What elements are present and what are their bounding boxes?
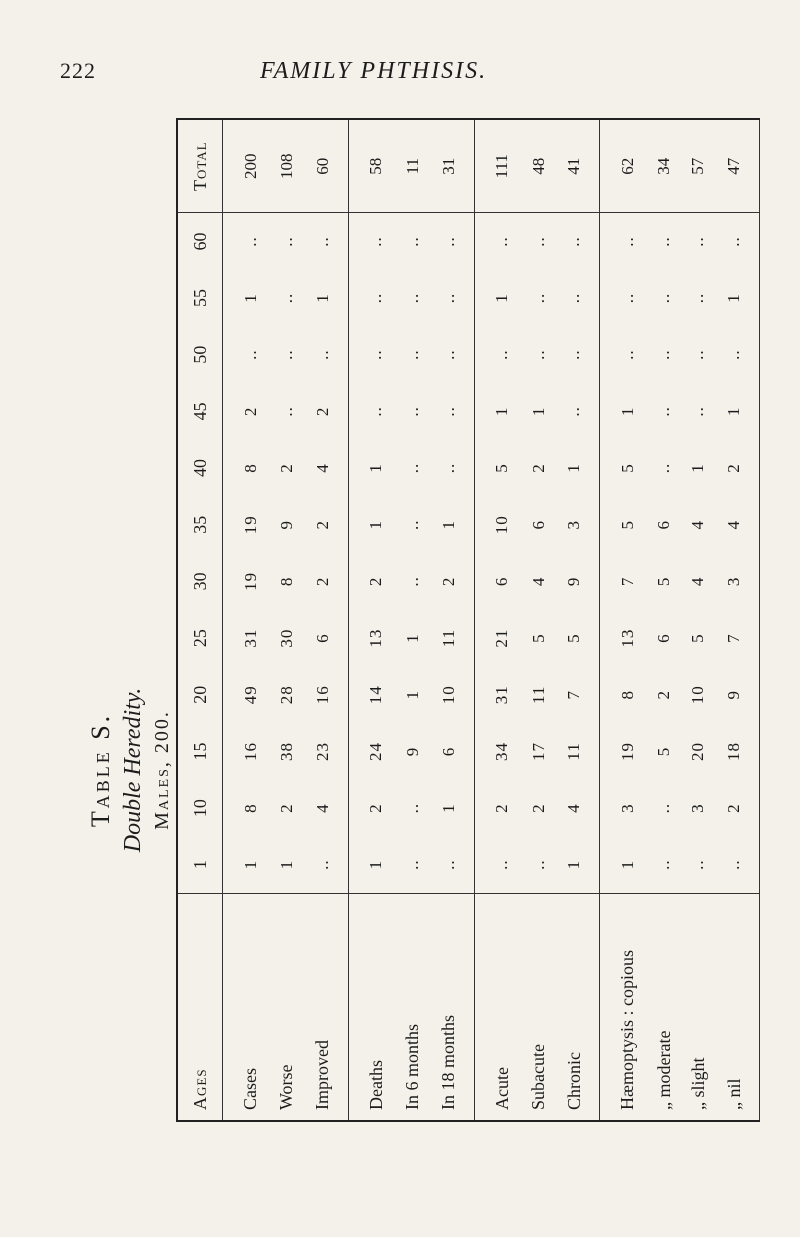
age-count-cell: 1 [555, 837, 599, 894]
age-count-cell: 10 [492, 515, 512, 535]
row-label: Chronic [555, 893, 599, 1120]
age-count-cell: 5 [617, 519, 637, 530]
age-count-cell: .. [492, 236, 512, 247]
row-label: Worse [276, 1064, 297, 1110]
age-count-cell: .. [396, 837, 430, 894]
age-count-cell: 2 [366, 576, 386, 587]
age-count-cell: 5 [654, 746, 674, 757]
age-count-cell: .. [715, 326, 759, 383]
age-count-cell: 1 [270, 837, 304, 894]
age-count-cell: .. [430, 326, 474, 383]
age-count-cell: .. [492, 349, 512, 360]
age-count-cell: 1 [366, 519, 386, 530]
age-count-cell: 1 [366, 463, 386, 473]
age-count-cell: 6 [304, 610, 348, 667]
age-count-cell: .. [555, 326, 599, 383]
age-count-cell: 1 [304, 270, 348, 327]
age-count-cell: .. [681, 837, 715, 894]
table-row [647, 120, 681, 1120]
age-count-cell: 1 [492, 293, 512, 303]
age-count-cell: 6 [654, 519, 674, 530]
age-count-cell: 1 [715, 383, 759, 440]
age-count-cell: 9 [715, 666, 759, 723]
age-count-cell: .. [402, 292, 422, 304]
age-count-cell: 6 [528, 519, 548, 530]
age-count-cell: 20 [688, 741, 708, 761]
table-row [396, 120, 430, 1120]
age-count-cell: .. [430, 270, 474, 327]
age-count-cell: 30 [276, 628, 296, 648]
age-count-cell: 8 [240, 803, 260, 813]
age-count-cell: .. [430, 383, 474, 440]
age-count-cell: 28 [276, 685, 296, 705]
age-count-cell: 2 [528, 803, 548, 813]
row-label: Subacute [528, 1044, 549, 1110]
age-count-cell: 1 [223, 837, 271, 894]
age-count-cell: .. [654, 349, 674, 360]
age-count-cell: 3 [617, 803, 637, 813]
row-total-cell: 31 [430, 120, 474, 213]
table-number: Table S. [86, 712, 115, 828]
age-count-cell: 14 [366, 685, 386, 705]
row-label: In 6 months [402, 1023, 423, 1110]
age-count-cell: 6 [492, 576, 512, 587]
age-count-cell: .. [402, 462, 422, 474]
age-count-cell: 34 [492, 741, 512, 761]
age-count-cell: .. [688, 236, 708, 247]
row-label: Improved [304, 893, 348, 1120]
age-count-cell: .. [617, 292, 637, 304]
age-count-cell: 21 [492, 628, 512, 648]
age-count-cell: .. [654, 462, 674, 474]
age-count-cell: .. [366, 236, 386, 247]
age-count-cell: .. [276, 406, 296, 417]
row-total-cell: 57 [681, 120, 715, 213]
row-label: „ nil [715, 893, 759, 1120]
age-count-cell: .. [654, 236, 674, 247]
age-count-cell: .. [430, 213, 474, 270]
age-count-cell: 1 [617, 406, 637, 417]
age-count-cell: .. [654, 802, 674, 814]
age-count-cell: .. [555, 213, 599, 270]
age-count-cell: .. [304, 326, 348, 383]
age-count-cell: 2 [240, 406, 260, 417]
age-count-cell: .. [366, 349, 386, 360]
table-subject: Double Heredity. [120, 687, 146, 853]
age-count-cell: .. [366, 292, 386, 304]
age-column-header: 30 [178, 553, 223, 610]
age-count-cell: .. [654, 406, 674, 417]
age-count-cell: .. [276, 236, 296, 247]
age-count-cell: .. [240, 236, 260, 247]
row-total-cell: 58 [348, 120, 396, 213]
age-count-cell: 5 [492, 463, 512, 473]
age-count-cell: 3 [715, 553, 759, 610]
age-count-cell: 5 [654, 576, 674, 587]
age-count-cell: 17 [528, 741, 548, 761]
row-total-cell: 111 [474, 120, 522, 213]
age-column-header: 20 [178, 666, 223, 723]
row-label: In 18 months [430, 893, 474, 1120]
age-count-cell: 10 [430, 666, 474, 723]
ages-header: Ages [178, 893, 223, 1120]
table-row [270, 120, 304, 1120]
row-total-cell: 200 [223, 120, 271, 213]
age-count-cell: 5 [688, 633, 708, 643]
age-count-cell: 3 [688, 803, 708, 813]
age-count-cell: 13 [617, 628, 637, 648]
age-count-cell: .. [555, 270, 599, 327]
age-count-cell: .. [402, 802, 422, 814]
table-row [522, 120, 556, 1120]
table-row [555, 120, 599, 1120]
age-column-header: 25 [178, 610, 223, 667]
age-count-cell: 24 [366, 741, 386, 761]
age-count-cell: 4 [688, 576, 708, 587]
row-label: Acute [491, 1067, 512, 1110]
age-count-cell: 10 [688, 685, 708, 705]
header-row [178, 120, 223, 1120]
age-count-cell: .. [366, 406, 386, 417]
row-total-cell: 34 [647, 120, 681, 213]
age-count-cell: 13 [366, 628, 386, 648]
row-total-cell: 108 [270, 120, 304, 213]
table-body [223, 120, 760, 1120]
age-count-cell: .. [304, 213, 348, 270]
running-head: FAMILY PHTHISIS. [260, 58, 488, 84]
age-count-cell: 1 [555, 440, 599, 497]
age-count-cell: .. [528, 349, 548, 360]
age-count-cell: .. [555, 383, 599, 440]
age-count-cell: .. [528, 292, 548, 304]
age-column-header: 1 [178, 837, 223, 894]
age-count-cell: 4 [304, 440, 348, 497]
age-count-cell: 19 [240, 571, 260, 591]
age-count-cell: .. [688, 406, 708, 417]
age-count-cell: 7 [555, 666, 599, 723]
age-column-header: 35 [178, 496, 223, 553]
age-count-cell: .. [402, 406, 422, 417]
age-count-cell: 4 [688, 519, 708, 530]
row-label: Deaths [365, 1060, 386, 1110]
age-count-cell: 31 [492, 685, 512, 705]
age-count-cell: 9 [555, 553, 599, 610]
age-count-cell: 7 [617, 576, 637, 587]
age-count-cell: 3 [555, 496, 599, 553]
table-row [223, 120, 271, 1120]
age-count-cell: .. [402, 576, 422, 587]
page-number: 222 [60, 58, 96, 83]
age-count-cell: 2 [276, 463, 296, 473]
age-count-cell: 9 [276, 519, 296, 530]
age-count-cell: 6 [430, 723, 474, 780]
age-count-cell: .. [647, 837, 681, 894]
age-count-cell: .. [654, 292, 674, 304]
age-count-cell: 2 [654, 690, 674, 700]
age-count-cell: .. [276, 292, 296, 304]
age-count-cell: .. [430, 837, 474, 894]
age-count-cell: 2 [492, 803, 512, 813]
age-count-cell: 2 [366, 803, 386, 813]
age-count-cell: 11 [555, 723, 599, 780]
age-count-cell: 18 [715, 723, 759, 780]
age-column-header: 45 [178, 383, 223, 440]
table-row [304, 120, 348, 1120]
age-count-cell: .. [276, 349, 296, 360]
table-row [600, 120, 648, 1120]
age-count-cell: 16 [240, 741, 260, 761]
age-count-cell: 16 [304, 666, 348, 723]
age-count-cell: 4 [304, 780, 348, 837]
row-label: „ moderate [653, 1030, 674, 1110]
age-count-cell: 1 [402, 690, 422, 700]
age-count-cell: .. [528, 236, 548, 247]
age-count-cell: 38 [276, 741, 296, 761]
age-column-header: 15 [178, 723, 223, 780]
row-label: „ slight [687, 1057, 708, 1110]
age-column-header: 10 [178, 780, 223, 837]
table-row [474, 120, 522, 1120]
age-count-cell: 9 [402, 746, 422, 757]
age-count-cell: .. [430, 440, 474, 497]
age-count-cell: .. [688, 349, 708, 360]
age-count-cell: 2 [430, 553, 474, 610]
table-row [715, 120, 759, 1120]
age-count-cell: 6 [654, 633, 674, 643]
age-count-cell: .. [522, 837, 556, 894]
age-count-cell: .. [402, 236, 422, 247]
age-count-cell: 2 [715, 780, 759, 837]
age-count-cell: .. [617, 349, 637, 360]
row-total-cell: 11 [396, 120, 430, 213]
age-count-cell: 2 [528, 463, 548, 473]
age-count-cell: 2 [304, 496, 348, 553]
age-count-cell: 1 [402, 633, 422, 643]
table-row [681, 120, 715, 1120]
row-label: Hæmoptysis : copious [617, 949, 638, 1110]
row-total-cell: 48 [522, 120, 556, 213]
age-count-cell: .. [715, 213, 759, 270]
age-count-cell: 4 [528, 576, 548, 587]
age-count-cell: 19 [240, 515, 260, 535]
statistics-table [178, 120, 760, 1120]
age-column-header: 50 [178, 326, 223, 383]
age-count-cell: 1 [430, 780, 474, 837]
age-count-cell: 49 [240, 685, 260, 705]
table-row [348, 120, 396, 1120]
row-total-cell: 47 [715, 120, 759, 213]
age-count-cell: 1 [688, 463, 708, 473]
age-count-cell: 23 [304, 723, 348, 780]
data-table-frame [176, 118, 760, 1122]
age-count-cell: 2 [276, 803, 296, 813]
age-count-cell: 4 [555, 780, 599, 837]
age-count-cell: 1 [600, 837, 648, 894]
total-column-header: Total [178, 120, 223, 213]
age-count-cell: 11 [430, 610, 474, 667]
age-count-cell: 5 [555, 610, 599, 667]
age-count-cell: 8 [276, 576, 296, 587]
age-count-cell: .. [474, 837, 522, 894]
age-count-cell: .. [402, 519, 422, 530]
age-column-header: 55 [178, 270, 223, 327]
age-count-cell: .. [688, 292, 708, 304]
age-count-cell: 5 [528, 633, 548, 643]
row-total-cell: 60 [304, 120, 348, 213]
row-total-cell: 41 [555, 120, 599, 213]
age-count-cell: 31 [240, 628, 260, 648]
age-count-cell: 4 [715, 496, 759, 553]
table-row [430, 120, 474, 1120]
age-count-cell: .. [402, 349, 422, 360]
age-count-cell: 1 [430, 496, 474, 553]
age-count-cell: 8 [240, 463, 260, 473]
age-count-cell: 5 [617, 463, 637, 473]
age-column-header: 40 [178, 440, 223, 497]
age-count-cell: 1 [492, 406, 512, 417]
age-count-cell: 2 [304, 553, 348, 610]
age-count-cell: 2 [304, 383, 348, 440]
age-count-cell: 7 [715, 610, 759, 667]
row-total-cell: 62 [600, 120, 648, 213]
row-label: Cases [240, 1068, 261, 1110]
age-count-cell: 2 [715, 440, 759, 497]
age-count-cell: 19 [617, 741, 637, 761]
age-count-cell: 1 [348, 837, 396, 894]
age-count-cell: 11 [528, 685, 548, 704]
age-count-cell: 1 [240, 293, 260, 303]
age-count-cell: 1 [715, 270, 759, 327]
table-group: Males, 200. [151, 710, 173, 830]
age-count-cell: .. [715, 837, 759, 894]
age-column-header: 60 [178, 213, 223, 270]
age-count-cell: 8 [617, 690, 637, 700]
page-header [60, 58, 580, 98]
age-count-cell: .. [240, 349, 260, 360]
age-count-cell: .. [304, 837, 348, 894]
age-count-cell: .. [617, 236, 637, 247]
age-count-cell: 1 [528, 406, 548, 417]
